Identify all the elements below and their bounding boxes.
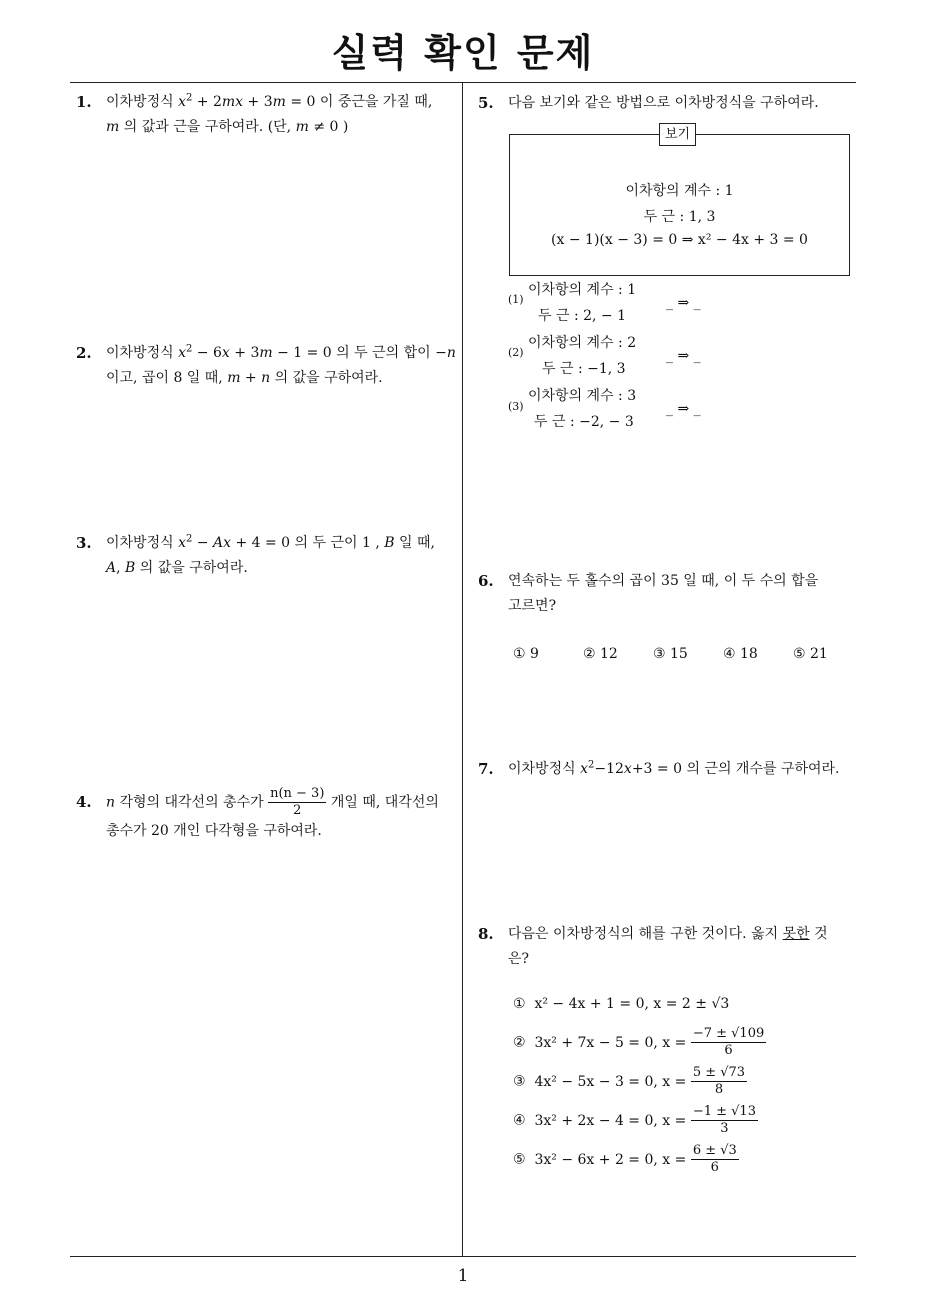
page-title: 실력 확인 문제 [331,31,595,75]
question-text: 다음은 이차방정식의 해를 구한 것이다. 옳지 못한 것 은? [508,926,828,967]
diagonal-formula: $\frac{n(n - 3)}{2}$ [270,786,325,818]
question-text: 이차방정식 $x^2-12x+3 = 0$ 의 근의 개수를 구하여라. [508,759,840,777]
question-text: n 각형의 대각선의 총수가 $\frac{n(n - 3)}{2}$ 개일 때, 대각선의 총수가 20 개인 다각형을 구하여라. [106,786,439,839]
question-1 [76,90,460,140]
question-text: 이차방정식 $x^2 + 2mx + 3m = 0$ 이 중근을 가질 때, m 의 값과 근을 구하여라. (단, m ≠ 0 ) [106,92,433,135]
top-rule [70,82,856,83]
question-4 [76,786,460,844]
question-5 [478,91,858,116]
question-number: 6. [478,572,494,590]
question-number: 1. [76,93,92,111]
option-3[interactable]: ③ 4x² − 5x − 3 = 0, x = $\frac{5 \pm √73}{8}$ [513,1065,746,1097]
question-6 [478,569,862,619]
question-text: 연속하는 두 홀수의 곱이 35 일 때, 이 두 수의 합을 고르면? [508,573,819,614]
question-8 [478,922,862,972]
option-5[interactable]: ⑤ 3x² − 6x + 2 = 0, x = $\frac{6 \pm √3}{6}$ [513,1143,737,1175]
example-box-label: 보기 [659,123,696,146]
answer-blank[interactable]: _ ⇒ _ [666,401,701,417]
choice-3[interactable]: ③ 15 [653,646,688,662]
answer-blank[interactable]: _ ⇒ _ [666,348,701,364]
example-coefficient: 이차항의 계수 : 1 [625,183,734,199]
answer-blank[interactable]: _ ⇒ _ [666,295,701,311]
question-number: 7. [478,760,494,778]
question-text: 이차방정식 $x^2 - Ax + 4 = 0$ 의 두 근이 1 , B 일 때, A, B 의 값을 구하여라. [106,533,435,576]
choice-1[interactable]: ① 9 [513,646,539,662]
question-text: 이차방정식 $x^2 - 6x + 3m - 1 = 0$ 의 두 근의 합이 −n 이고, 곱이 8 일 때, m + n 의 값을 구하여라. [106,343,456,386]
question-text: 다음 보기와 같은 방법으로 이차방정식을 구하여라. [508,95,819,111]
question-number: 5. [478,94,494,112]
page-number: 1 [457,1266,469,1286]
example-roots: 두 근 : 1, 3 [643,209,716,225]
option-1[interactable]: ① x² − 4x + 1 = 0, x = 2 ± √3 [513,996,730,1012]
question-number: 8. [478,925,494,943]
bottom-rule [70,1256,856,1257]
column-divider [462,83,463,1257]
question-7 [478,757,862,782]
question-2 [76,341,460,391]
example-equation: (x − 1)(x − 3) = 0 ⇒ x² − 4x + 3 = 0 [551,232,808,248]
question-3 [76,531,460,581]
question-number: 2. [76,344,92,362]
example-box [509,134,850,276]
question-number: 4. [76,793,92,811]
choice-5[interactable]: ⑤ 21 [793,646,828,662]
choice-2[interactable]: ② 12 [583,646,618,662]
option-2[interactable]: ② 3x² + 7x − 5 = 0, x = $\frac{-7 \pm √109}{6}$ [513,1026,765,1058]
choice-4[interactable]: ④ 18 [723,646,758,662]
question-number: 3. [76,534,92,552]
option-4[interactable]: ④ 3x² + 2x − 4 = 0, x = $\frac{-1 \pm √13}{3}$ [513,1104,756,1136]
